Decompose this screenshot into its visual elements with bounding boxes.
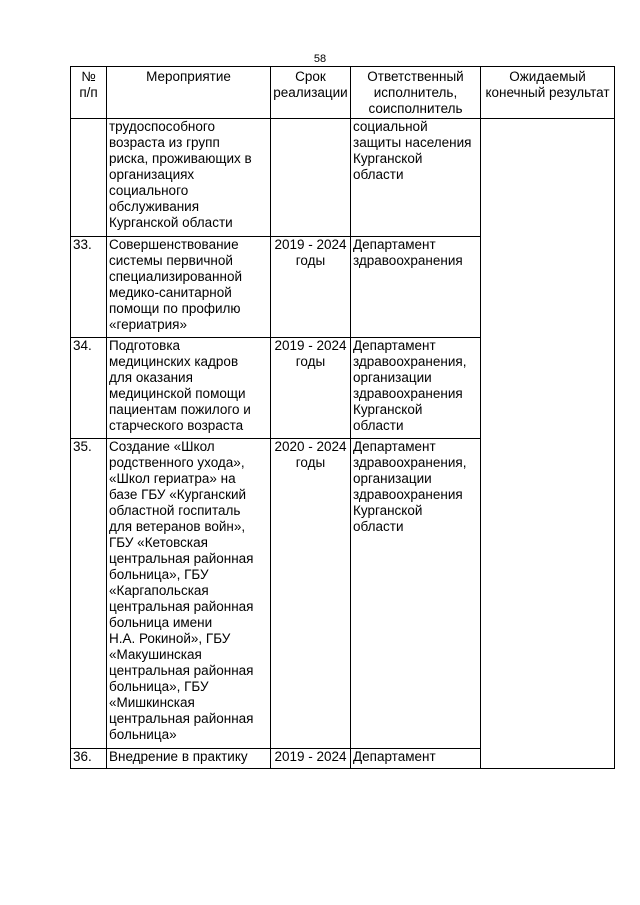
responsible-text-line: области [353, 519, 404, 534]
event-text-line: трудоспособного [109, 119, 216, 134]
responsible-text-line: здравоохранения [353, 253, 463, 268]
header-event [107, 67, 271, 119]
header-responsible-line: Ответственный [367, 69, 464, 84]
responsible-text-line: Департамент [353, 749, 436, 764]
responsible-cell [351, 338, 481, 439]
responsible-text-line: социальной [353, 119, 428, 134]
term-text-line: 2020 - 2024 [274, 439, 347, 454]
event-text-line: Внедрение в практику [109, 749, 248, 764]
responsible-text-line: защиты населения [353, 135, 472, 150]
event-text-line: системы первичной [109, 253, 233, 268]
responsible-cell [351, 749, 481, 769]
table-body [71, 119, 615, 769]
header-term-line: реализации [273, 85, 348, 100]
header-num-line: № [81, 69, 96, 84]
row-number [71, 119, 107, 237]
header-term [271, 67, 351, 119]
event-text-line: родственного ухода», [109, 455, 245, 470]
event-text-line: обслуживания [109, 199, 200, 214]
header-result-line: Ожидаемый [509, 69, 586, 84]
responsible-cell [351, 237, 481, 338]
event-text-line: Создание «Школ [109, 439, 215, 454]
header-responsible-line: исполнитель, [373, 85, 458, 100]
event-text-line: риска, проживающих в [109, 151, 252, 166]
header-result-line: конечный результат [485, 85, 610, 100]
term-cell [271, 119, 351, 237]
row-number: 33. [71, 237, 107, 338]
event-text-line: для ветеранов войн», [109, 519, 246, 534]
term-text-line: 2019 - 2024 [274, 749, 347, 764]
table-row [71, 119, 615, 237]
event-text-line: больница», ГБУ [109, 679, 209, 694]
event-text-line: медико-санитарной [109, 285, 232, 300]
responsible-text-line: Курганской [353, 402, 423, 417]
term-text-line: 2019 - 2024 [274, 338, 347, 353]
event-text-line: ГБУ «Кетовская [109, 535, 208, 550]
term-text-line: годы [295, 455, 326, 470]
term-text-line: годы [295, 253, 326, 268]
responsible-cell [351, 439, 481, 749]
term-cell [271, 439, 351, 749]
event-text-line: базе ГБУ «Курганский [109, 487, 247, 502]
event-text-line: медицинских кадров [109, 354, 239, 369]
event-text-line: «Мишкинская [109, 695, 195, 710]
event-text-line: Совершенствование [109, 237, 239, 252]
event-text-line: социального [109, 183, 189, 198]
event-cell [107, 749, 271, 769]
event-text-line: пациентам пожилого и [109, 402, 251, 417]
term-cell [271, 237, 351, 338]
event-text-line: для оказания [109, 370, 193, 385]
header-responsible-line: соисполнитель [368, 101, 463, 116]
event-text-line: Н.А. Рокиной», ГБУ [109, 631, 231, 646]
row-number: 36. [71, 749, 107, 769]
event-text-line: специализированной [109, 269, 243, 284]
event-text-line: «Каргапольская [109, 583, 209, 598]
event-text-line: областной госпиталь [109, 503, 241, 518]
result-cell [481, 119, 615, 769]
term-cell [271, 749, 351, 769]
responsible-text-line: здравоохранения, [353, 354, 467, 369]
event-text-line: больница» [109, 727, 177, 742]
event-text-line: старческого возраста [109, 418, 244, 433]
event-text-line: центральная районная [109, 711, 254, 726]
responsible-text-line: Курганской [353, 503, 423, 518]
table-header-row [71, 67, 615, 119]
event-cell [107, 237, 271, 338]
event-text-line: «Макушинская [109, 647, 202, 662]
responsible-text-line: организации [353, 370, 432, 385]
term-cell [271, 338, 351, 439]
row-number: 34. [71, 338, 107, 439]
event-text-line: центральная районная [109, 599, 254, 614]
row-number: 35. [71, 439, 107, 749]
event-cell [107, 439, 271, 749]
header-num [71, 67, 107, 119]
measures-table [70, 66, 615, 769]
term-text-line: 2019 - 2024 [274, 237, 347, 252]
event-text-line: Подготовка [109, 338, 181, 353]
responsible-text-line: здравоохранения, [353, 455, 467, 470]
event-text-line: организациях [109, 167, 195, 182]
event-text-line: больница имени [109, 615, 213, 630]
header-num-line: п/п [79, 85, 98, 100]
responsible-text-line: Департамент [353, 237, 436, 252]
header-event-line: Мероприятие [146, 69, 231, 84]
event-text-line: больница», ГБУ [109, 567, 209, 582]
event-cell [107, 119, 271, 237]
event-text-line: «Школ гериатра» на [109, 471, 236, 486]
responsible-text-line: здравоохранения [353, 386, 463, 401]
page-number: 58 [313, 53, 327, 65]
event-text-line: помощи по профилю [109, 301, 241, 316]
responsible-text-line: области [353, 167, 404, 182]
responsible-text-line: организации [353, 471, 432, 486]
header-term-line: Срок [295, 69, 326, 84]
term-text-line: годы [295, 354, 326, 369]
event-text-line: Курганской области [109, 215, 233, 230]
event-text-line: возраста из групп [109, 135, 220, 150]
event-text-line: центральная районная [109, 663, 254, 678]
responsible-text-line: области [353, 418, 404, 433]
responsible-text-line: Департамент [353, 338, 436, 353]
responsible-cell [351, 119, 481, 237]
header-responsible [351, 67, 481, 119]
event-text-line: медицинской помощи [109, 386, 246, 401]
event-cell [107, 338, 271, 439]
header-result [481, 67, 615, 119]
event-text-line: центральная районная [109, 551, 254, 566]
responsible-text-line: Департамент [353, 439, 436, 454]
event-text-line: «гериатрия» [109, 317, 187, 332]
responsible-text-line: здравоохранения [353, 487, 463, 502]
responsible-text-line: Курганской [353, 151, 423, 166]
